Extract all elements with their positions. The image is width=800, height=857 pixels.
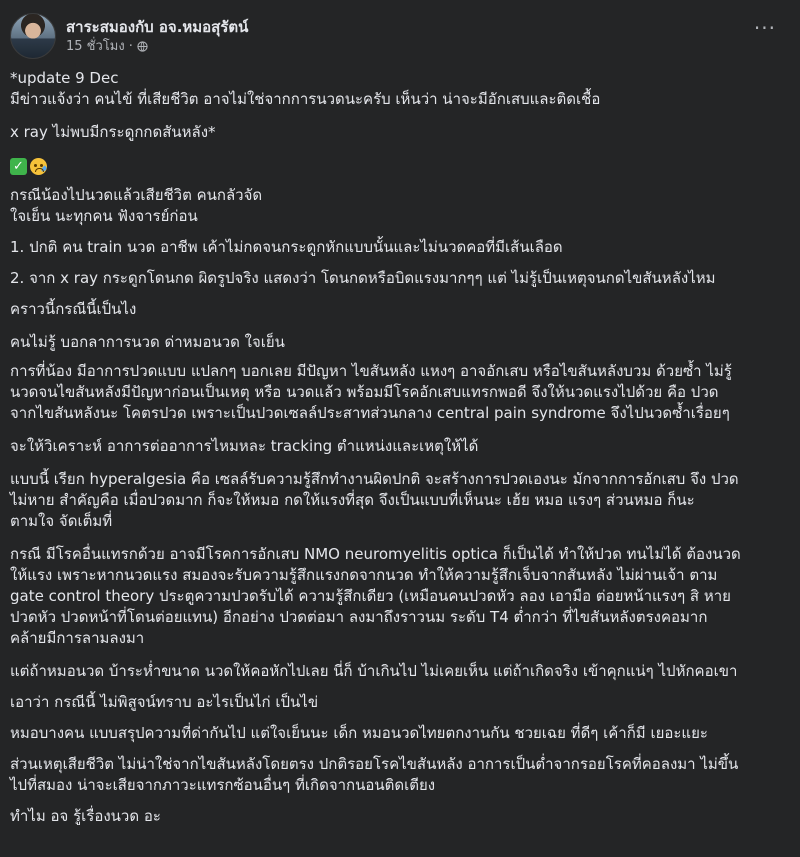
- crying-face-icon: [30, 158, 47, 175]
- post-paragraph: ส่วนเหตุเสียชีวิต ไม่น่าใช่จากไขสันหลังโดยตรง ปกติรอยโรคไขสันหลัง อาการเป็นต่ำจากรอยโรคที่คอลงมา ไม่ขึ้น ไปที่สมอง น่าจะเสียจากภาวะแทรกซ้อนอื่นๆ ที่เกิดจากนอนติดเตียง: [10, 755, 739, 794]
- globe-icon[interactable]: [137, 41, 148, 52]
- post-paragraph: แบบนี้ เรียก hyperalgesia คือ เซลล์รับความรู้สึกทำงานผิดปกติ จะสร้างการปวดเองนะ มักจากการอักเสบ จึง ปวด ไม่หาย สำคัญคือ เมื่อปวดมาก ก็จะให้หมอ กดให้แรงที่สุด จึงเป็นแบบที่เห็นนะ เฮ้ย หมอ แรงๆ ส่วนหมอ ก็นะ ตามใจ จัดเต็มที่: [10, 470, 739, 530]
- post-paragraph: คนไม่รู้ บอกลาการนวด ด่าหมอนวด ใจเย็น: [10, 333, 285, 351]
- emoji-row: [10, 155, 786, 177]
- post-paragraph: จะให้วิเคราะห์ อาการต่ออาการไหมหละ tracking ตำแหน่งและเหตุให้ได้: [10, 437, 479, 455]
- post-time[interactable]: 15 ชั่วโมง: [66, 38, 125, 54]
- post-header: [10, 12, 248, 60]
- post-paragraph: 2. จาก x ray กระดูกโดนกด ผิดรูปจริง แสดงว่า โดนกดหรือบิดแรงมากๆๆ แต่ ไม่รู้เป็นเหตุจนกดไขสันหลังไหม: [10, 269, 716, 287]
- post-paragraph: 1. ปกติ คน train นวด อาชีพ เค้าไม่กดจนกระดูกหักแบบนั้นและไม่นวดคอที่มีเส้นเลือด: [10, 238, 563, 256]
- post-paragraph: กรณี มีโรคอื่นแทรกด้วย อาจมีโรคการอักเสบ NMO neuromyelitis optica ก็เป็นได้ ทำให้ปวด ทนไม่ได้ ต้องนวด ให้แรง เพราะหากนวดแรง สมองจะรับความรู้สึกแรงกดจากนวด ทำให้ความรู้สึกเจ็บจากสันหลัง ไม่ผ่านเจ้า ตาม gate control theory ประตูความปวดรับได้ ความรู้สึกเดียว (เหมือนคนปวดหัว ลอง เอามือ ต่อยหน้าแรงๆ สิ หาย ปวดหัว ปวดหน้าที่โดนต่อยแทน) อีกอย่าง ปวดต่อมา ลงมาถึงราวนม ระดับ T4 ต่ำกว่า ที่ไขสันหลังตรงคอมาก คล้ายมีการลามลงมา: [10, 545, 741, 647]
- more-options-icon[interactable]: ···: [753, 16, 776, 40]
- post-paragraph: แต่ถ้าหมอนวด บ้าระห่ำขนาด นวดให้คอหักไปเลย นี่ก็ บ้าเกินไป ไม่เคยเห็น แต่ถ้าเกิดจริง เข้าคุกแน่ๆ ไปหักคอเขา: [10, 662, 738, 680]
- post-body: [10, 68, 786, 827]
- post-paragraph: หมอบางคน แบบสรุปความที่ด่ากันไป แต่ใจเย็นนะ เด็ก หมอนวดไทยตกงานกัน ชวยเฉย ที่ดีๆ เค้าก็มี เยอะแยะ: [10, 724, 708, 742]
- post-meta: [66, 17, 248, 56]
- post-paragraph: x ray ไม่พบมีกระดูกกดสันหลัง*: [10, 123, 216, 141]
- avatar[interactable]: [10, 13, 56, 59]
- post-paragraph: การที่น้อง มีอาการปวดแบบ แปลกๆ บอกเลย มีปัญหา ไขสันหลัง แหงๆ อาจอักเสบ หรือไขสันหลังบวม ด้วยซ้ำ ไม่รู้ นวดจนไขสันหลังมีปัญหาก่อนเป็นเหตุ หรือ นวดแล้ว พร้อมมีโรคอักเสบแทรกพอดี จึงให้นวดแรงไปด้วย คือ ปวด จากไขสันหลังนะ โคตรปวด เพราะเป็นปวดเซลล์ประสาทส่วนกลาง central pain syndrome จึงไปนวดซ้ำเรื่อยๆ: [10, 362, 732, 422]
- separator-dot: ·: [128, 38, 133, 54]
- post-paragraph: เอาว่า กรณีนี้ ไม่พิสูจน์ทราบ อะไรเป็นไก่ เป็นไข่: [10, 693, 319, 711]
- post-paragraph: กรณีน้องไปนวดแล้วเสียชีวิต คนกลัวจัด ใจเย็น นะทุกคน ฟังจารย์ก่อน: [10, 186, 263, 225]
- post-subline: [66, 38, 248, 56]
- post-paragraph: คราวนี้กรณีนี้เป็นไง: [10, 300, 137, 318]
- post-paragraph: ทำไม อจ รู้เรื่องนวด อะ: [10, 807, 161, 825]
- post-paragraph: *update 9 Dec มีข่าวแจ้งว่า คนไข้ ที่เสียชีวิต อาจไม่ใช่จากการนวดนะครับ เห็นว่า น่าจะมีอักเสบและติดเชื้อ: [10, 69, 601, 108]
- author-name[interactable]: สาระสมองกับ อจ.หมอสุรัตน์: [66, 17, 249, 36]
- check-mark-icon: ✓: [10, 158, 27, 175]
